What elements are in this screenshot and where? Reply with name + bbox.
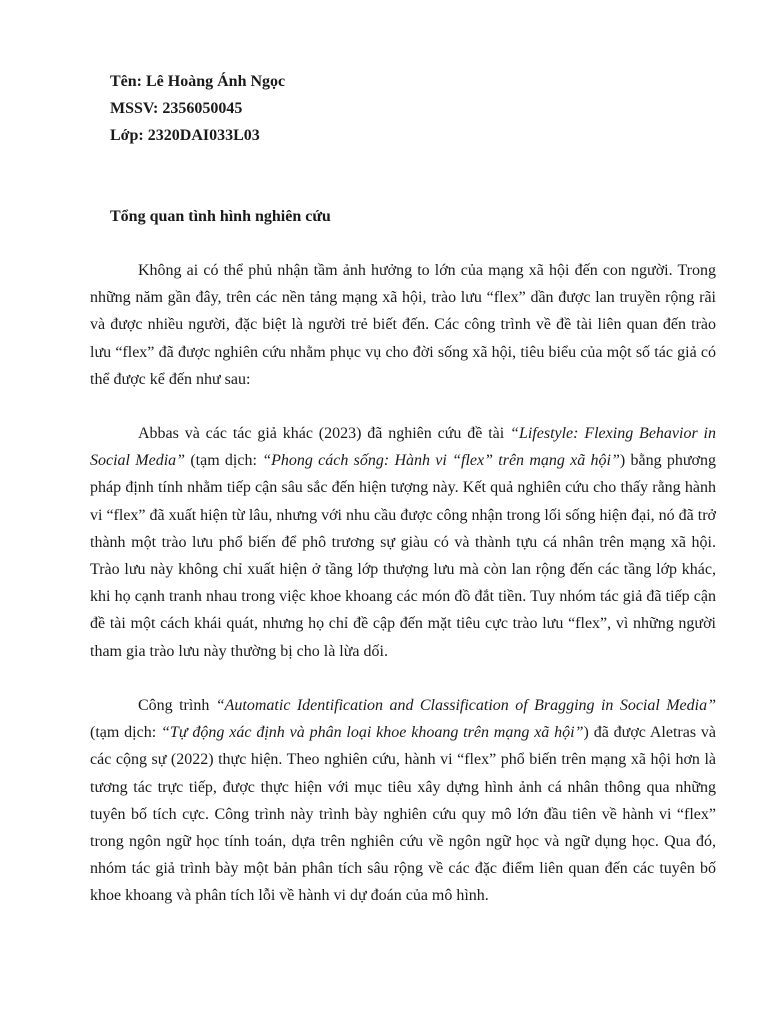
paragraph-abbas-title: “Lifestyle: Flexing Behavior in Social Media” <box>90 425 716 470</box>
paragraph-abbas <box>90 420 716 665</box>
paragraph-aletras-title: “Automatic Identification and Classification of Bragging in Social Media” <box>215 697 717 714</box>
student-name: Tên: Lê Hoàng Ánh Ngọc <box>110 73 286 90</box>
paragraph-aletras-text-2: (tạm dịch: <box>90 724 162 742</box>
author-info <box>110 68 285 149</box>
paragraph-abbas-text-2: (tạm dịch: <box>185 452 263 470</box>
paragraph-abbas-text-3: ) bằng phương pháp định tính nhằm tiếp cận sâu sắc đến hiện tượng này. Kết quả nghiên cứu cho thấy rằng hành vi “flex” đã xuất hiện từ lâu, nhưng với nhu cầu được công nhận trong lối sống hiện đại, nó đã trở thành một trào lưu phổ biến để phô trương sự giàu có và thành tựu cá nhân trên mạng xã hội. Trào lưu này không chỉ xuất hiện ở tầng lớp thượng lưu mà còn lan rộng đến các tầng lớp khác, khi họ cạnh tranh nhau trong việc khoe khoang các món đồ đắt tiền. Tuy nhóm tác giả đã tiếp cận đề tài một cách khái quát, nhưng họ chỉ đề cập đến mặt tiêu cực trào lưu “flex”, vì những người tham gia trào lưu này thường bị cho là lừa dối. <box>90 452 717 660</box>
paragraph-abbas-translation: “Phong cách sống: Hành vi “flex” trên mạng xã hội” <box>262 452 620 470</box>
paragraph-abbas-text-1: Abbas và các tác giả khác (2023) đã nghiên cứu đề tài <box>138 425 511 442</box>
paragraph-aletras-translation: “Tự động xác định và phân loại khoe khoang trên mạng xã hội” <box>161 724 584 742</box>
section-title: Tổng quan tình hình nghiên cứu <box>110 208 331 225</box>
paragraph-aletras-text-1: Công trình <box>138 697 216 714</box>
paragraph-aletras <box>90 692 716 910</box>
student-class: Lớp: 2320DAI033L03 <box>110 127 260 144</box>
paragraph-intro <box>90 257 716 393</box>
paragraph-intro-text: Không ai có thể phủ nhận tầm ảnh hưởng to lớn của mạng xã hội đến con người. Trong những năm gần đây, trên các nền tảng mạng xã hội, trào lưu “flex” dần được lan truyền rộng rãi và được nhiều người, đặc biệt là người trẻ biết đến. Các công trình về đề tài liên quan đến trào lưu “flex” đã được nghiên cứu nhằm phục vụ cho đời sống xã hội, tiêu biểu của một số tác giả có thể được kể đến như sau: <box>90 262 716 388</box>
paragraph-aletras-text-3: ) đã được Aletras và các cộng sự (2022) thực hiện. Theo nghiên cứu, hành vi “flex” phổ biến trên mạng xã hội hơn là tương tác trực tiếp, được thực hiện với mục tiêu xây dựng hình ảnh cá nhân thông qua những tuyên bố tích cực. Công trình này trình bày nghiên cứu quy mô lớn đầu tiên về hành vi “flex” trong ngôn ngữ học tính toán, dựa trên nghiên cứu về ngôn ngữ học và ngữ dụng học. Qua đó, nhóm tác giả trình bày một bản phân tích sâu rộng về các đặc điểm liên quan đến các tuyên bố khoe khoang và phân tích lỗi về hành vi dự đoán của mô hình. <box>90 724 717 905</box>
student-id: MSSV: 2356050045 <box>110 100 243 117</box>
